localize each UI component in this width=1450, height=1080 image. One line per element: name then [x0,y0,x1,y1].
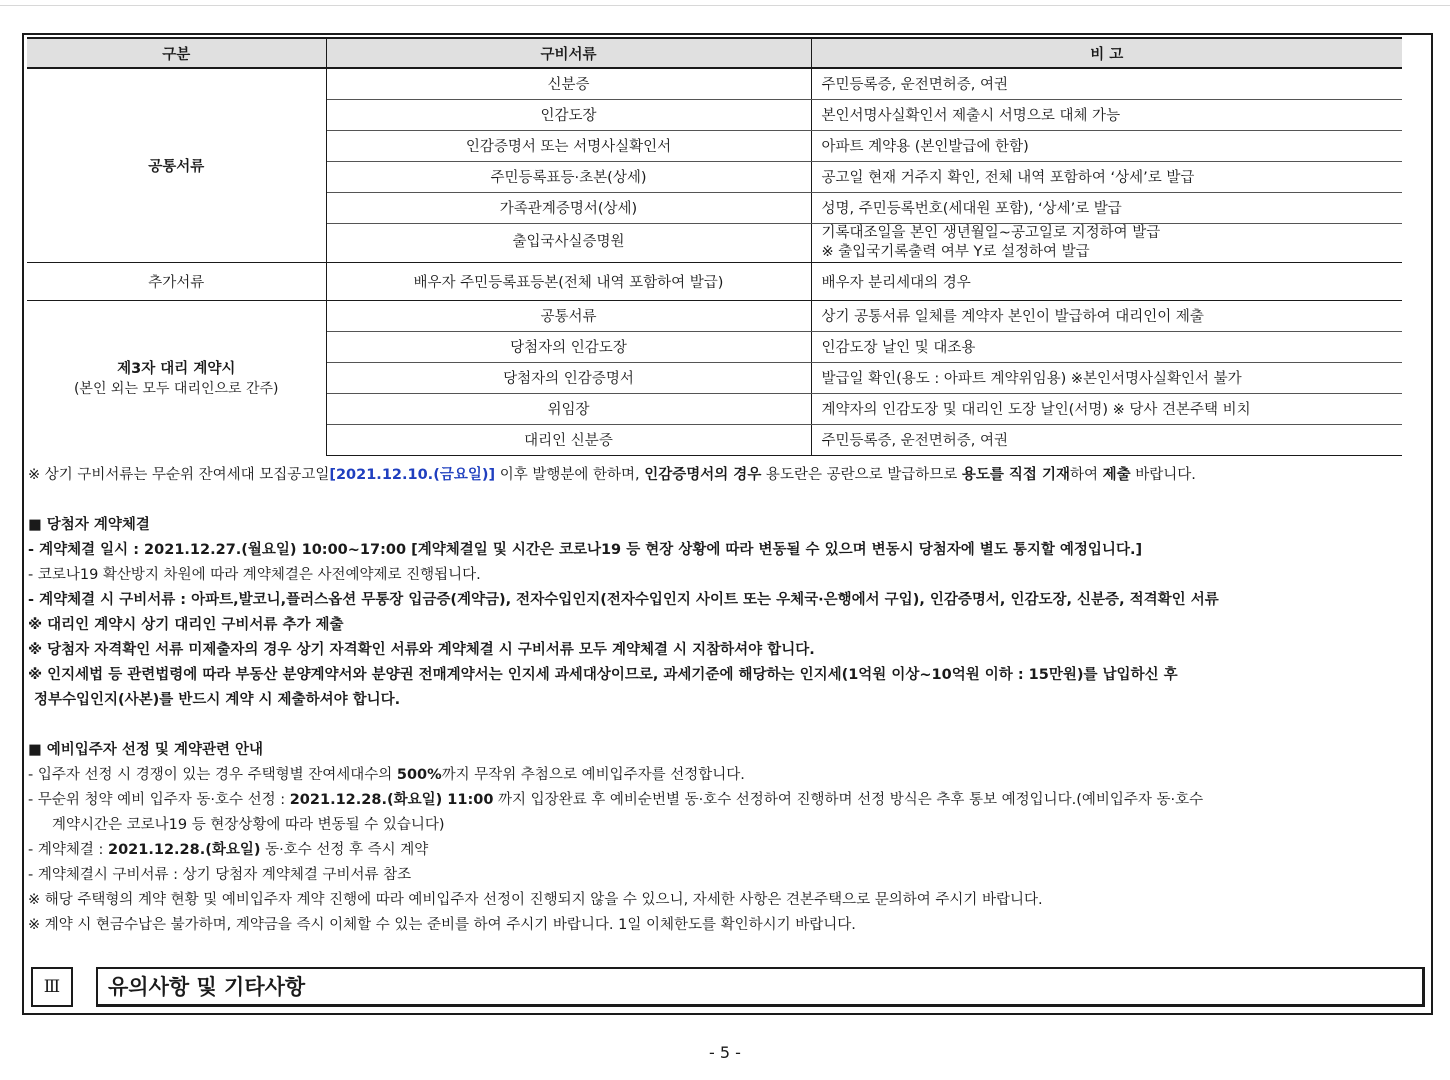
doc-cell: 대리인 신분증 [326,424,811,455]
reserve-line [28,788,1428,813]
header-remarks: 비 고 [811,38,1402,68]
group-proxy [27,300,326,455]
section-number: Ⅲ [31,967,73,1007]
doc-cell: 주민등록표등·초본(상세) [326,161,811,192]
note-cell [811,223,1402,262]
required-documents-table [27,37,1402,456]
header-documents: 구비서류 [326,38,811,68]
doc-cell: 가족관계증명서(상세) [326,192,811,223]
document-body [28,463,1428,938]
notice-bold: 제출 [1102,467,1131,483]
page-number: - 5 - [709,1043,741,1062]
note-cell: 계약자의 인감도장 및 대리인 도장 날인(서명) ※ 당사 견본주택 비치 [811,393,1402,424]
reserve-text: 동·호수 선정 후 즉시 계약 [260,842,429,858]
top-divider [0,0,1450,6]
reserve-line: ※ 계약 시 현금수납은 불가하며, 계약금을 즉시 이체할 수 있는 준비를 하여 주시기 바랍니다. 1일 이체한도를 확인하시기 바랍니다. [28,917,856,933]
doc-cell: 위임장 [326,393,811,424]
reserve-heading: ■ 예비입주자 선정 및 계약관련 안내 [28,742,264,758]
section-title: 유의사항 및 기타사항 [96,967,1425,1007]
note-cell: 공고일 현재 거주지 확인, 전체 내역 포함하여 ‘상세’로 발급 [811,161,1402,192]
reserve-text: - 계약체결 : [28,842,108,858]
reserve-line: - 계약체결시 구비서류 : 상기 당첨자 계약체결 구비서류 참조 [28,867,412,883]
contract-line: - 계약체결 일시 : 2021.12.27.(월요일) 10:00~17:00 [계약체결일 및 시간은 코로나19 등 현장 상황에 따라 변동될 수 있으며 변동시 당첨자에 별도 통지할 예정입니다.] [28,542,1143,558]
note-cell: 발급일 확인(용도 : 아파트 계약위임용) ※본인서명사실확인서 불가 [811,362,1402,393]
contract-line: ※ 대리인 계약시 상기 대리인 구비서류 추가 제출 [28,617,344,633]
doc-cell: 당첨자의 인감도장 [326,331,811,362]
note-cell: 주민등록증, 운전면허증, 여권 [811,68,1402,99]
table-row [27,262,1402,300]
group-additional: 추가서류 [27,262,326,300]
contract-line: 정부수입인지(사본)를 반드시 계약 시 제출하셔야 합니다. [34,692,401,708]
header-category: 구분 [27,38,326,68]
doc-cell: 인감증명서 또는 서명사실확인서 [326,130,811,161]
doc-cell: 공통서류 [326,300,811,331]
note-cell: 상기 공통서류 일체를 계약자 본인이 발급하여 대리인이 제출 [811,300,1402,331]
notice-text: 바랍니다. [1130,467,1196,483]
reserve-line: 계약시간은 코로나19 등 현장상황에 따라 변동될 수 있습니다) [52,817,445,833]
contract-line: ※ 인지세법 등 관련법령에 따라 부동산 분양계약서와 분양권 전매계약서는 인지세 과세대상이므로, 과세기준에 해당하는 인지세(1억원 이상~10억원 이하 : 15만원)를 납입하신 후 [28,667,1178,683]
note-cell: 본인서명사실확인서 제출시 서명으로 대체 가능 [811,99,1402,130]
contract-line: - 코로나19 확산방지 차원에 따라 계약체결은 사전예약제로 진행됩니다. [28,567,481,583]
note-line-2: ※ 출입국기록출력 여부 Y로 설정하여 발급 [821,243,1090,260]
reserve-bold: 2021.12.28.(화요일) [107,842,261,858]
reserve-line [28,763,1428,788]
notice-text: 하여 [1070,467,1103,483]
group-common: 공통서류 [27,68,326,262]
section-3-header [31,967,1425,1007]
table-row [27,300,1402,331]
reserve-text: 까지 무작위 추첨으로 예비입주자를 선정합니다. [441,767,745,783]
doc-cell: 인감도장 [326,99,811,130]
table-header-row [27,38,1402,68]
table-row [27,68,1402,99]
doc-cell: 신분증 [326,68,811,99]
doc-cell: 배우자 주민등록표등본(전체 내역 포함하여 발급) [326,262,811,300]
reserve-text: 까지 입장완료 후 예비순번별 동·호수 선정하여 진행하며 선정 방식은 추후 통보 예정입니다.(예비입주자 동·호수 [493,792,1204,808]
notice-text: ※ 상기 구비서류는 무순위 잔여세대 모집공고일 [28,467,330,483]
group-proxy-title: 제3자 대리 계약시 [117,361,236,378]
documents-notice [28,463,1428,488]
doc-cell: 출입국사실증명원 [326,223,811,262]
group-proxy-subtitle: (본인 외는 모두 대리인으로 간주) [73,381,279,398]
reserve-line: ※ 해당 주택형의 계약 현황 및 예비입주자 계약 진행에 따라 예비입주자 선정이 진행되지 않을 수 있으니, 자세한 사항은 견본주택으로 문의하여 주시기 바랍니다. [28,892,1043,908]
note-line: 기록대조일을 본인 생년월일~공고일로 지정하여 발급 [821,224,1161,241]
note-cell: 주민등록증, 운전면허증, 여권 [811,424,1402,455]
reserve-bold: 2021.12.28.(화요일) 11:00 [289,792,494,808]
note-cell: 배우자 분리세대의 경우 [811,262,1402,300]
note-cell: 아파트 계약용 (본인발급에 한함) [811,130,1402,161]
notice-bold: 용도를 직접 기재 [961,467,1071,483]
notice-text: 용도란은 공란으로 발급하므로 [761,467,962,483]
notice-text: 이후 발행분에 한하며, [495,467,645,483]
note-cell: 성명, 주민등록번호(세대원 포함), ‘상세’로 발급 [811,192,1402,223]
reserve-line [28,838,1428,863]
contract-line: - 계약체결 시 구비서류 : 아파트,발코니,플러스옵션 무통장 입금증(계약금), 전자수입인지(전자수입인지 사이트 또는 우체국·은행에서 구입), 인감증명서, 인감도장, 신분증, 적격확인 서류 [28,592,1219,608]
doc-cell: 당첨자의 인감증명서 [326,362,811,393]
reserve-text: - 무순위 청약 예비 입주자 동·호수 선정 : [28,792,290,808]
notice-date: [2021.12.10.(금요일)] [329,467,496,483]
reserve-text: - 입주자 선정 시 경쟁이 있는 경우 주택형별 잔여세대수의 [28,767,397,783]
contract-heading: ■ 당첨자 계약체결 [28,517,150,533]
notice-bold: 인감증명서의 경우 [644,467,762,483]
note-cell: 인감도장 날인 및 대조용 [811,331,1402,362]
contract-line: ※ 당첨자 자격확인 서류 미제출자의 경우 상기 자격확인 서류와 계약체결 시 구비서류 모두 계약체결 시 지참하셔야 합니다. [28,642,815,658]
reserve-bold: 500% [396,767,442,783]
